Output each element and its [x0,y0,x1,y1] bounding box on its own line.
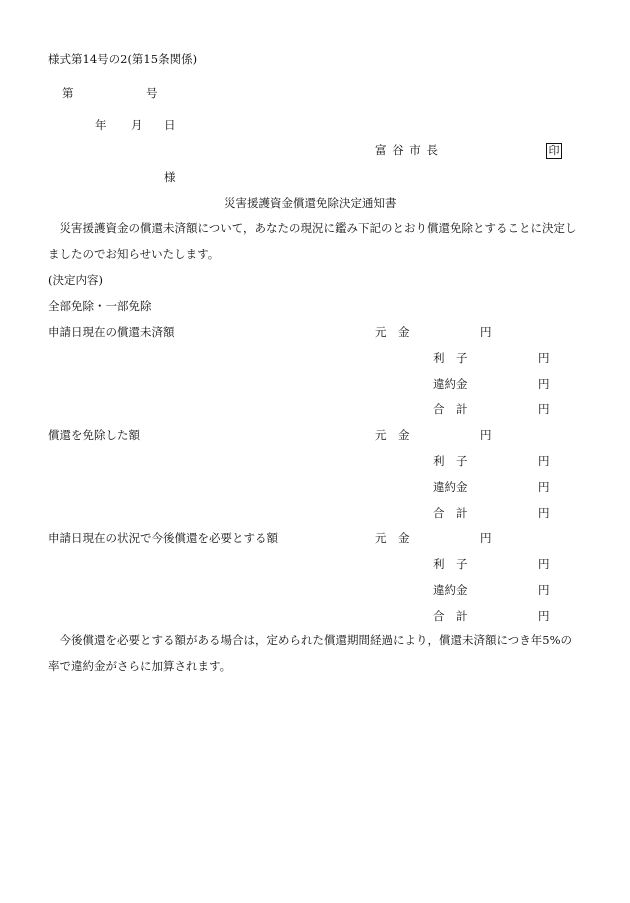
yen-unit: 円 [480,531,492,545]
yen-unit: 円 [538,480,550,494]
interest-label: 利 子 [433,454,468,468]
addressee-suffix: 様 [164,170,176,184]
yen-unit: 円 [538,402,550,416]
penalty-label: 違約金 [433,480,468,494]
total-label: 合 計 [433,402,468,416]
section-heading: 申請日現在の状況で今後償還を必要とする額 [48,531,278,545]
principal-label: 元 金 [375,428,410,442]
yen-unit: 円 [538,377,550,391]
decision-heading: (決定内容) [48,273,103,287]
principal-label: 元 金 [375,325,410,339]
form-number: 様式第14号の2(第15条関係) [48,52,198,66]
doc-number-prefix: 第 [62,86,74,100]
yen-unit: 円 [480,325,492,339]
yen-unit: 円 [538,351,550,365]
date-month: 月 [131,118,143,132]
document-title: 災害援護資金償還免除決定通知書 [224,196,397,210]
penalty-label: 違約金 [433,583,468,597]
yen-unit: 円 [538,557,550,571]
note-paragraph: 今後償還を必要とする額がある場合は，定められた償還期間経過により，償還未済額につき年5%の率で違約金がさらに加算されます。 [48,633,573,673]
yen-unit: 円 [538,609,550,623]
intro-paragraph: 災害援護資金の償還未済額について，あなたの現況に鑑み下記のとおり償還免除とすることに決定しましたのでお知らせいたします。 [48,221,577,261]
yen-unit: 円 [538,454,550,468]
yen-unit: 円 [538,506,550,520]
interest-label: 利 子 [433,351,468,365]
section-heading: 申請日現在の償還未済額 [48,325,175,339]
total-label: 合 計 [433,609,468,623]
yen-unit: 円 [538,583,550,597]
decision-type: 全部免除・一部免除 [48,299,152,313]
seal-mark: 印 [546,143,562,159]
principal-label: 元 金 [375,531,410,545]
penalty-label: 違約金 [433,377,468,391]
total-label: 合 計 [433,506,468,520]
issuer-name: 富 谷 市 長 [375,143,439,157]
interest-label: 利 子 [433,557,468,571]
date-year: 年 [95,118,107,132]
section-heading: 償還を免除した額 [48,428,140,442]
yen-unit: 円 [480,428,492,442]
doc-number-suffix: 号 [146,86,158,100]
date-day: 日 [164,118,176,132]
